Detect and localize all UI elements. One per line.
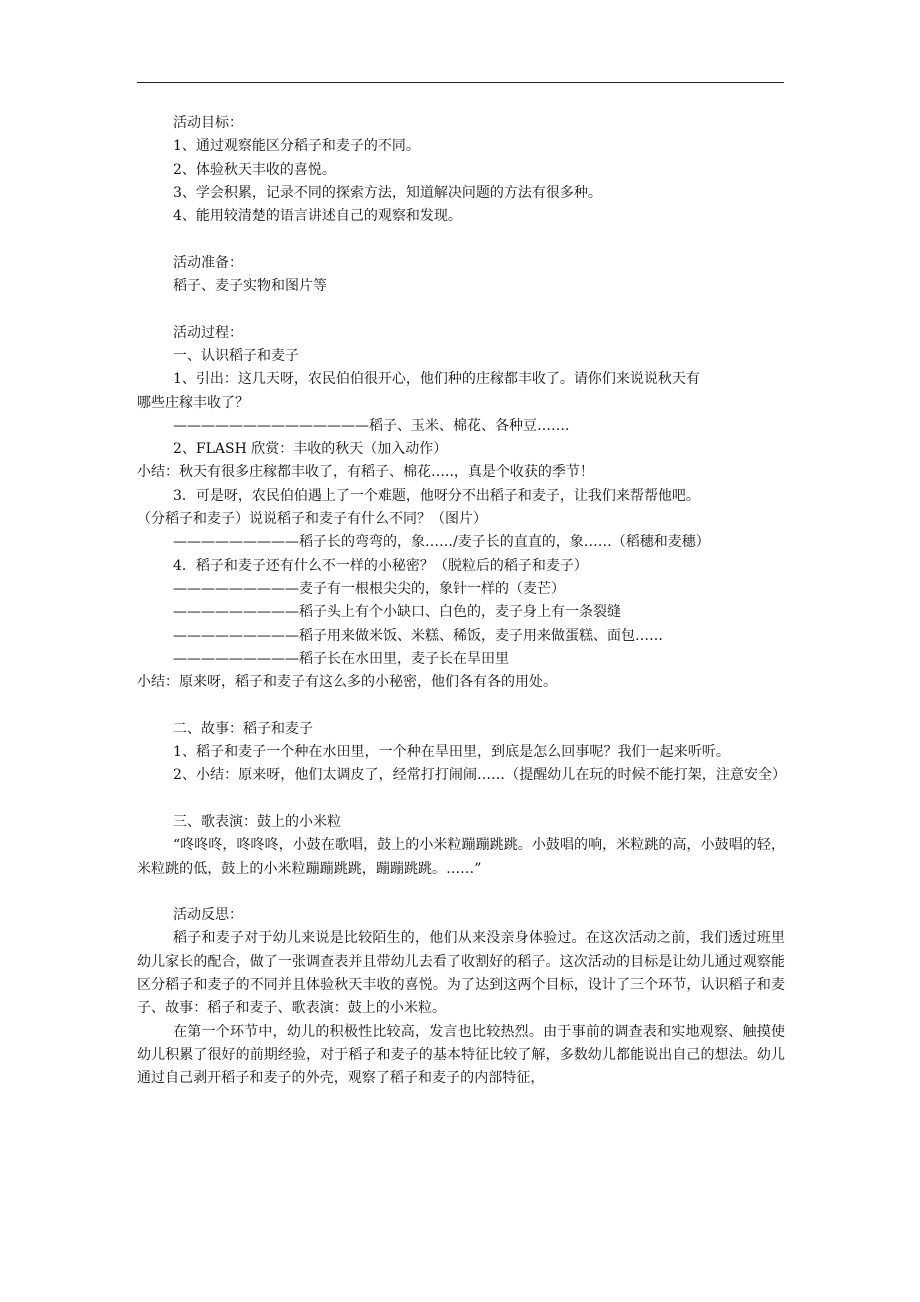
part1-step1-answer: ——————————————稻子、玉米、棉花、各种豆……. <box>173 417 570 434</box>
part1-step4-answer: —————————稻子用来做米饭、米糕、稀饭，麦子用来做蛋糕、面包…… <box>173 627 663 644</box>
goal-item: 4、能用较清楚的语言讲述自己的观察和发现。 <box>173 208 462 225</box>
part2-step1: 1、稻子和麦子一个种在水田里，一个种在旱田里，到底是怎么回事呢？我们一起来听听。 <box>173 744 730 761</box>
part3-lyrics: “咚咚咚，咚咚咚，小鼓在歌唱，鼓上的小米粒蹦蹦跳跳。小鼓唱的响，米粒跳的高，小鼓唱的轻，米粒跳的低，鼓上的小米粒蹦蹦跳跳，蹦蹦跳跳。……” <box>137 837 785 877</box>
header-rule <box>137 82 784 83</box>
part2-step2: 2、小结：原来呀，他们太调皮了，经常打打闹闹……（提醒幼儿在玩的时候不能打架，注意安全） <box>173 767 787 784</box>
part1-step3-line1: 3．可是呀，农民伯伯遇上了一个难题，他呀分不出稻子和麦子，让我们来帮帮他吧。 <box>173 487 700 504</box>
part1-step2: 2、FLASH 欣赏：丰收的秋天（加入动作） <box>173 441 448 458</box>
preparation-text: 稻子、麦子实物和图片等 <box>173 278 327 295</box>
reflection-paragraph-2: 在第一个环节中，幼儿的积极性比较高，发言也比较热烈。由于事前的调查表和实地观察、触摸使幼儿积累了很好的前期经验，对于稻子和麦子的基本特征比较了解，多数幼儿都能说出自己的想法。幼儿通过自己剥开稻子和麦子的外壳，观察了稻子和麦子的内部特征， <box>137 1023 785 1087</box>
goal-item: 2、体验秋天丰收的喜悦。 <box>173 161 336 178</box>
part1-title: 一、认识稻子和麦子 <box>173 347 299 364</box>
goal-item: 3、学会积累，记录不同的探索方法，知道解决问题的方法有很多种。 <box>173 184 602 201</box>
part1-step3-answer: —————————稻子长的弯弯的，象……/麦子长的直直的，象……（稻穗和麦穗） <box>173 534 710 551</box>
goals-heading: 活动目标： <box>173 115 243 131</box>
part1-step4-answer: —————————稻子长在水田里，麦子长在旱田里 <box>173 650 509 667</box>
part1-step1-line2: 哪些庄稼丰收了？ <box>137 394 249 411</box>
part1-step4-answer: —————————稻子头上有个小缺口、白色的，麦子身上有一条裂缝 <box>173 604 621 621</box>
part1-step4: 4．稻子和麦子还有什么不一样的小秘密？（脱粒后的稻子和麦子） <box>173 557 588 574</box>
part1-step1-line1: 1、引出：这几天呀，农民伯伯很开心，他们种的庄稼都丰收了。请你们来说说秋天有 <box>173 371 700 388</box>
part1-summary1: 小结：秋天有很多庄稼都丰收了，有稻子、棉花…..，真是个收获的季节！ <box>137 464 594 481</box>
goal-item: 1、通过观察能区分稻子和麦子的不同。 <box>173 138 420 155</box>
part2-title: 二、故事：稻子和麦子 <box>173 720 313 737</box>
part1-step3-line2: （分稻子和麦子）说说稻子和麦子有什么不同？（图片） <box>137 511 487 528</box>
reflection-heading: 活动反思： <box>173 907 243 924</box>
preparation-heading: 活动准备： <box>173 254 243 271</box>
reflection-paragraph-1: 稻子和麦子对于幼儿来说是比较陌生的，他们从来没亲身体验过。在这次活动之前，我们透过班里幼儿家长的配合，做了一张调查表并且带幼儿去看了收割好的稻子。这次活动的目标是让幼儿通过观察能区分稻子和麦子的不同并且体验秋天丰收的喜悦。为了达到这两个目标，设计了三个环节，认识稻子和麦子、故事：稻子和麦子、歌表演：鼓上的小米粒。 <box>137 930 785 1017</box>
process-heading: 活动过程： <box>173 324 243 341</box>
part3-title: 三、歌表演：鼓上的小米粒 <box>173 813 341 830</box>
part1-summary2: 小结：原来呀，稻子和麦子有这么多的小秘密，他们各有各的用处。 <box>137 674 557 691</box>
document-body <box>137 112 797 1090</box>
part1-step4-answer: —————————麦子有一根根尖尖的，象针一样的（麦芒） <box>173 580 565 597</box>
